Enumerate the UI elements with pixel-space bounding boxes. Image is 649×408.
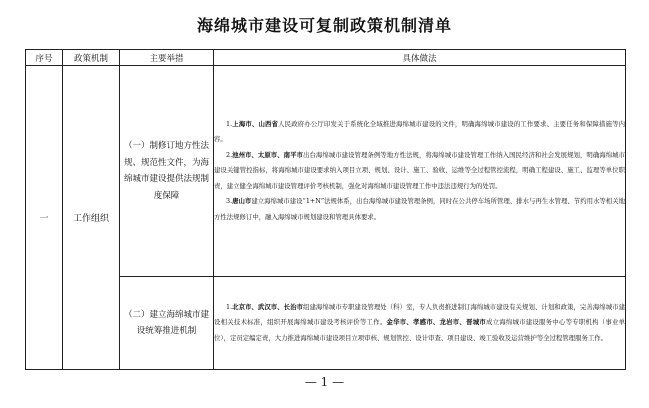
city-names: 北京市、武汉市、长治市 [232, 302, 304, 311]
detail-paragraph: 3.唐山市建立海绵城市建设“1+N”法规体系，出台海绵城市建设管理条例，同时在公共停车场所管理、排水与再生水管理、节约用水等相关地方性法规修订中，融入海绵城市规划建设和管理具体要求。 [214, 197, 625, 221]
header-measures: 主要举措 [120, 50, 214, 66]
detail-cell [214, 277, 626, 370]
detail-paragraph: 2.池州市、太原市、南平市出台海绵城市建设管理条例等地方性法规，将海绵城市建设管理工作纳入国民经济和社会发展规划，明确海绵城市建设关键管控指标，将海绵城市建设要求纳入项目立项、规划、设计、施工、验收、运维等全过程管控流程，明确工程建设、施工、监理等单位职责，建立健全海绵城市建设管理评价考核机制，强化对海绵城市建设管理工作中违法违规行为的处罚。 [214, 150, 626, 190]
header-serial: 序号 [26, 50, 63, 66]
header-mechanism: 政策机制 [63, 50, 120, 66]
city-names: 唐山市 [232, 197, 252, 206]
city-names: 上海市、山西省 [232, 119, 279, 128]
city-names: 金华市、孝感市、龙岩市、晋城市 [386, 318, 486, 327]
detail-paragraph: 1.北京市、武汉市、长治市组建海绵城市专职建设管理处（科）室，专人负责推进制订海绵城市建设有关规划、计划和政策，完善海绵城市建设相关技术标准，组织开展海绵城市建设考核评价等工作。金华市、孝感市、龙岩市、晋城市成立海绵城市建设服务中心等专职机构（事业单位），定员定编定责，大力推进海绵城市建设项目立项审核、规划管控、设计审查、项目建设、竣工验收及运营维护等全过程管理服务工作。 [214, 302, 626, 342]
page-title: 海绵城市建设可复制政策机制清单 [196, 16, 452, 35]
row-number: 一 [26, 66, 63, 370]
mechanism-cell: 工作组织 [63, 66, 120, 370]
table-header-row [26, 50, 626, 66]
measure-cell: （一）制修订地方性法规、规范性文件，为海绵城市建设提供法规制度保障 [120, 66, 214, 277]
header-details: 具体做法 [214, 50, 626, 66]
page-number: — 1 — [304, 375, 345, 389]
detail-cell [214, 66, 626, 277]
table-row [26, 66, 626, 277]
measure-cell: （二）建立海绵城市建设统筹推进机制 [120, 277, 214, 370]
detail-paragraph: 1.上海市、山西省人民政府办公厅印发关于系统化全域推进海绵城市建设的文件，明确海绵城市建设的工作要求、主要任务和保障措施等内容。 [214, 119, 626, 144]
policy-table [25, 49, 626, 370]
city-names: 池州市、太原市、南平市 [232, 150, 304, 159]
